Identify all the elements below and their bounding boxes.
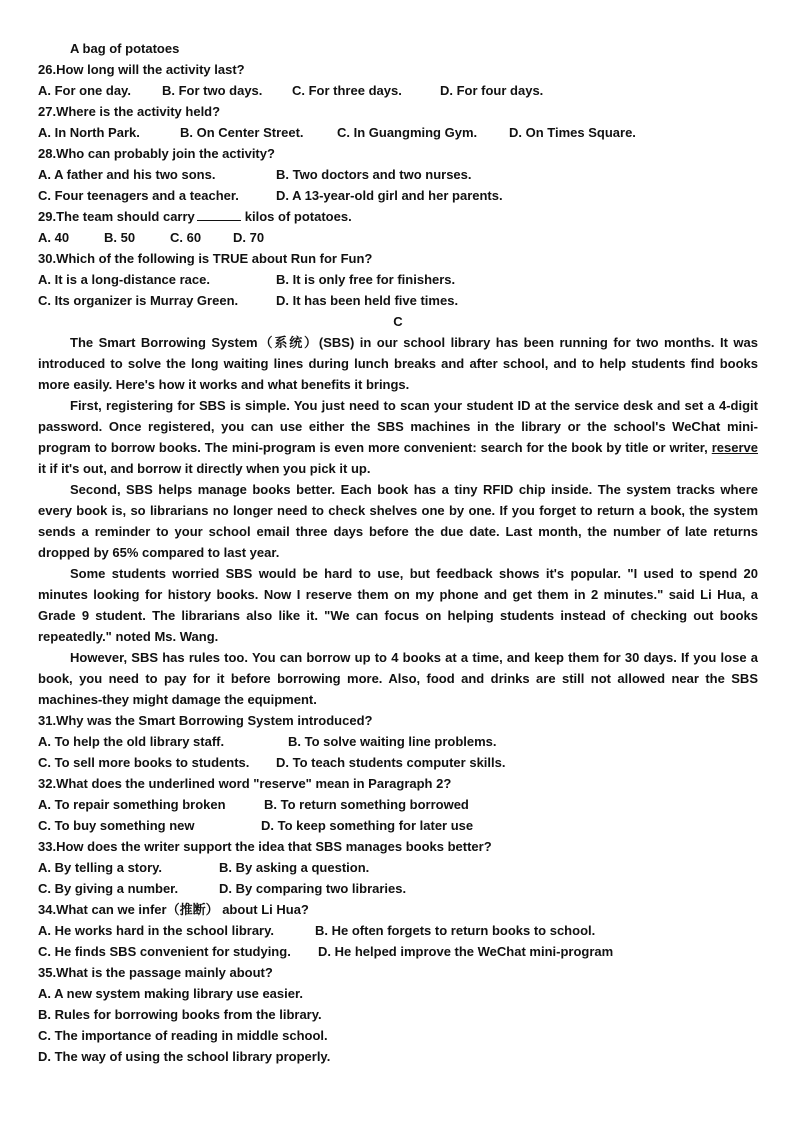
option-a[interactable]: A. By telling a story. [38,860,163,875]
option-b[interactable]: B. 50 [104,230,136,245]
option-c[interactable]: C. Four teenagers and a teacher. [38,188,239,203]
question-34-options-cd [38,941,758,962]
option-d[interactable]: D. On Times Square. [509,125,636,140]
option-d[interactable]: D. To teach students computer skills. [276,755,506,770]
question-28-options-ab [38,164,758,185]
option-d[interactable]: D. For four days. [440,83,544,98]
question-27-stem: 27.Where is the activity held? [38,104,221,119]
option-a[interactable]: A. To repair something broken [38,797,226,812]
option-b[interactable]: B. He often forgets to return books to school. [315,923,596,938]
answer-option-item: A bag of potatoes [70,41,180,56]
question-29-stem-end: kilos of potatoes. [244,209,352,224]
option-d[interactable]: D. It has been held five times. [276,293,459,308]
option-a[interactable]: A. It is a long-distance race. [38,272,210,287]
question-31-options-ab [38,731,758,752]
question-35-stem: 35.What is the passage mainly about? [38,965,273,980]
question-26-stem: 26.How long will the activity last? [38,62,245,77]
option-b[interactable]: B. To solve waiting line problems. [288,734,497,749]
option-c[interactable]: C. To sell more books to students. [38,755,250,770]
question-33-stem: 33.How does the writer support the idea that SBS manages books better? [38,839,492,854]
option-a[interactable]: A. In North Park. [38,125,140,140]
question-29-stem [38,206,758,227]
option-d[interactable]: D. By comparing two libraries. [219,881,407,896]
question-29-stem-start: 29.The team should carry [38,209,195,224]
question-27-options [38,122,758,143]
question-32-stem: 32.What does the underlined word "reserve" mean in Paragraph 2? [38,776,452,791]
option-c[interactable]: C. To buy something new [38,818,195,833]
option-d[interactable]: D. He helped improve the WeChat mini-program [318,944,614,959]
question-28-options-cd [38,185,758,206]
option-c[interactable]: C. Its organizer is Murray Green. [38,293,239,308]
option-b[interactable]: B. On Center Street. [180,125,304,140]
option-a[interactable]: A. For one day. [38,83,131,98]
question-30-stem: 30.Which of the following is TRUE about Run for Fun? [38,251,373,266]
option-c[interactable]: C. In Guangming Gym. [337,125,478,140]
option-c[interactable]: C. He finds SBS convenient for studying. [38,944,291,959]
question-28-stem: 28.Who can probably join the activity? [38,146,275,161]
passage-paragraph-1: The Smart Borrowing System（系统）(SBS) in our school library has been running for two months. It was introduced to solve the long waiting lines during lunch breaks and after school, and to help students find books more easily. Here's how it works and what benefits it brings. [38,335,758,392]
paragraph-2-text-end: it if it's out, and borrow it directly when you pick it up. [38,461,371,476]
option-d[interactable]: D. 70 [233,230,265,245]
question-34-options-ab [38,920,758,941]
option-c[interactable]: C. For three days. [292,83,402,98]
question-33-options-cd [38,878,758,899]
question-30-options-cd [38,290,758,311]
option-a[interactable]: A. A father and his two sons. [38,167,216,182]
passage-paragraph-4: Some students worried SBS would be hard to use, but feedback shows it's popular. "I used to spend 20 minutes looking for history books. Now I reserve them on my phone and get them in 2 minutes." said Li Hua, a Grade 9 student. The librarians also like it. "We can focus on helping students instead of checking out books repeatedly." noted Ms. Wang. [38,566,758,644]
passage-paragraph-3: Second, SBS helps manage books better. Each book has a tiny RFID chip inside. The system tracks where every book is, so librarians no longer need to check shelves one by one. If you forget to return a book, the system sends a reminder to your school email three days before the due date. Last month, the number of late returns dropped by 65% compared to last year. [38,482,758,560]
option-a[interactable]: A. A new system making library use easier. [38,986,303,1001]
option-b[interactable]: B. Rules for borrowing books from the library. [38,1007,322,1022]
option-b[interactable]: B. Two doctors and two nurses. [276,167,472,182]
passage-paragraph-2 [38,395,758,479]
option-a[interactable]: A. 40 [38,230,70,245]
question-26-options [38,80,758,101]
question-33-options-ab [38,857,758,878]
option-d[interactable]: D. To keep something for later use [261,818,474,833]
option-a[interactable]: A. He works hard in the school library. [38,923,274,938]
option-d[interactable]: D. The way of using the school library properly. [38,1049,331,1064]
option-b[interactable]: B. To return something borrowed [264,797,469,812]
question-31-options-cd [38,752,758,773]
paragraph-2-text-start: First, registering for SBS is simple. You just need to scan your student ID at the service desk and set a 4-digit password. Once registered, you can use either the SBS machines in the library or the school's WeChat mini-program to borrow books. The mini-program is even more convenient: search for the book by title or writer, [38,398,758,455]
option-b[interactable]: B. It is only free for finishers. [276,272,456,287]
option-b[interactable]: B. By asking a question. [219,860,370,875]
question-31-stem: 31.Why was the Smart Borrowing System introduced? [38,713,373,728]
passage-paragraph-5: However, SBS has rules too. You can borrow up to 4 books at a time, and keep them for 30 days. If you lose a book, you need to pay for it before borrowing more. Also, food and drinks are still not allowed near the SBS machines-they might damage the equipment. [38,650,758,707]
section-heading: C [393,314,403,329]
answer-blank[interactable] [197,206,241,221]
question-32-options-ab [38,794,758,815]
question-34-stem: 34.What can we infer（推断） about Li Hua? [38,902,309,917]
question-29-options [38,227,758,248]
option-b[interactable]: B. For two days. [162,83,263,98]
option-c[interactable]: C. 60 [170,230,202,245]
question-30-options-ab [38,269,758,290]
option-c[interactable]: C. The importance of reading in middle school. [38,1028,328,1043]
exam-page [38,38,758,1067]
question-32-options-cd [38,815,758,836]
underlined-word: reserve [711,440,758,455]
option-c[interactable]: C. By giving a number. [38,881,179,896]
option-d[interactable]: D. A 13-year-old girl and her parents. [276,188,503,203]
option-a[interactable]: A. To help the old library staff. [38,734,225,749]
